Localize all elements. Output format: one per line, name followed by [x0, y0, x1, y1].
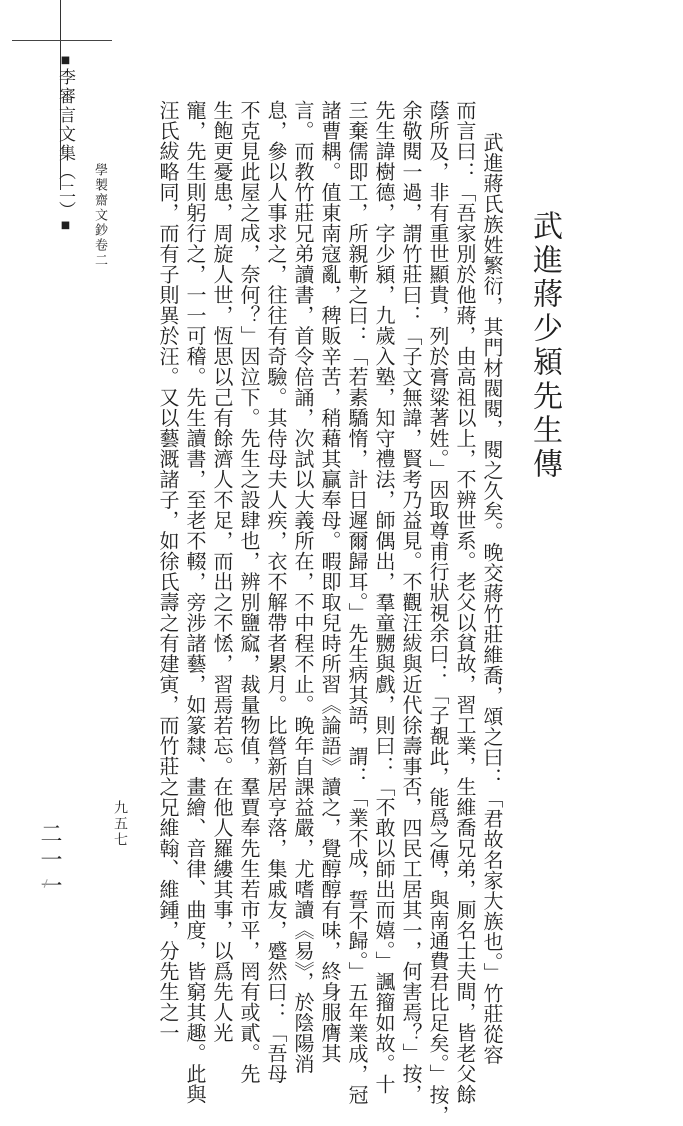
outer-page-number: 二一一 — [37, 822, 62, 900]
collection-title: 李審言文集（二） — [55, 68, 75, 220]
article-title: 武進蔣少潁先生傳 — [527, 210, 562, 482]
text-column-7: 諸曹耦。值東南寇亂，稗販辛苦，稍藉其贏奉母。暇即取兒時所習《論語》讀之，覺醇醇有味，終身服膺其 — [318, 100, 342, 1064]
text-column-11: 生飽更憂患，周旋人世，恆思以己有餘濟人不足，而出之不恡，習焉若忘。在他人羅縷其事，以爲先人光 — [210, 100, 234, 1043]
inner-page-number: 九五七 — [112, 800, 128, 848]
text-column-8: 言。而教竹莊兄弟讀書，首令倍誦，次試以大義所在，不中程不止。晚年自課益嚴，尤嗜讀《易》，於陰陽消 — [291, 100, 315, 1074]
text-column-2: 而言曰：「吾家別於他蔣，由高祖以上，不辨世系。老父以貧故，習工業，生維喬兄弟，厠名士夫間，皆老父餘 — [453, 100, 477, 1105]
text-column-1: 武進蔣氏族姓繁衍，其門材閥閱，閱之久矣。晚交蔣竹莊維喬，頌之曰：「君故名家大族也。」竹莊從容 — [480, 132, 504, 1065]
text-column-6: 三棄儒即工，所親斬之曰：「若素驕惰，計日遲爾歸耳。」先生病其語，謂：「業不成，誓不歸。」五年業成，冠 — [345, 100, 369, 1105]
square-bullet-icon: ■ — [60, 220, 71, 233]
square-bullet-icon: ■ — [60, 55, 71, 68]
text-column-3: 蔭所及，非有重世顯貴，列於膏粱著姓。」因取尊甫行狀視余曰：「子覩此，能爲之傳，與南通費君比足矣。」按， — [426, 100, 450, 1126]
margin-horizontal-rule — [12, 40, 112, 41]
text-column-12: 寵，先生則躬行之，一一可稽。先生讀書，至老不輟，旁涉諸藝，如篆隸、畫繪、音律、曲度，皆窮其趣。此與 — [183, 100, 207, 1105]
text-column-9: 息，參以人事求之，往往有奇驗。其侍母夫人疾，衣不解帶者累月。比營新居亨落，集戚友，蹙然曰：「吾母 — [264, 100, 288, 1084]
book-running-head: 學製齋文鈔卷二 — [92, 163, 107, 268]
collection-running-head — [55, 55, 75, 233]
text-column-13: 汪氏紱略同，而有子則異於汪。又以藝溉諸子，如徐氏壽之有建寅，而竹莊之兄維翰、維鍾，分先生之一 — [156, 100, 180, 1043]
text-column-5: 先生諱樹德，字少潁，九歲入塾，知守禮法，師偶出，羣童嬲與戲，則曰：「不敢以師出而嬉。」諷籀如故。十 — [372, 100, 396, 1095]
text-column-4: 余敬閱一過，謂竹莊曰：「子文無諱，賢考乃益見。不觀汪紱與近代徐壽事否，四民工居其一，何害焉？」按， — [399, 100, 423, 1105]
text-column-10: 不克見此屋之成，奈何？」因泣下。先生之設肆也，辨別鹽窳，裁量物值，羣賈奉先生若市平，罔有或貳。先 — [237, 100, 261, 1084]
